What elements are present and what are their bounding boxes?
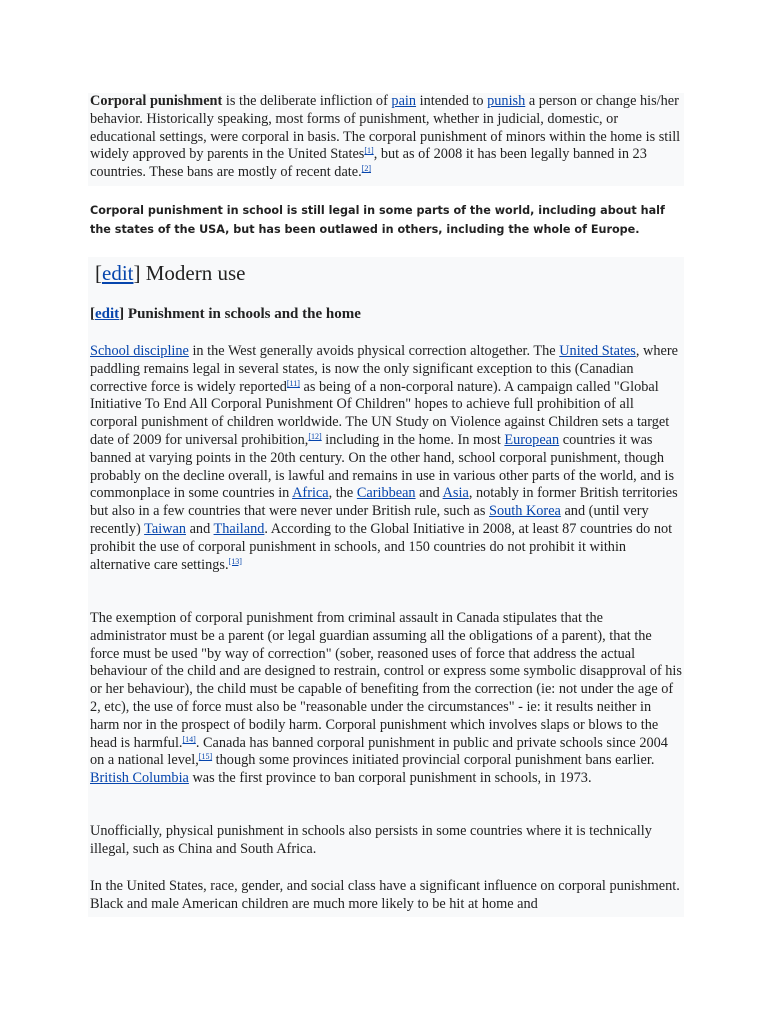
p1-text-9: and (until very recently)	[90, 503, 649, 537]
p1-text-7: and	[415, 485, 443, 502]
link-united-states[interactable]: United States	[559, 343, 636, 359]
intro-text-3: a person or change his/her behavior. Historically speaking, most forms of punishment, whether in judicial, domestic, or educational settings, were corporal in basis. The corporal punishment of minors within the home is still widely approved by parents in the United States	[90, 93, 681, 163]
intro-text-2: intended to	[416, 93, 488, 109]
p2-text-1: The exemption of corporal punishment from criminal assault in Canada stipulates that the administrator must be a parent (or legal guardian assuming all the obligations of a parent), that the force must be used "by way of correction" (sober, reasoned uses of force that address the actual behaviour of the child and are designed to restrain, control or express some symbolic disapproval of his or her behaviour), the child must be capable of benefiting from the correction (ie: not under the age of 2, etc), the use of force must also be "reasonable under the circumstances" - ie: it results neither in harm nor in the prospect of bodily harm. Corporal punishment which involves slaps or blows to the head is harmful.	[90, 610, 682, 751]
ref-2[interactable]: [2]	[361, 164, 372, 174]
paragraph-unofficially: Unofficially, physical punishment in schools also persists in some countries where it is technically illegal, such as China and South Africa.	[90, 823, 652, 857]
paragraph-canada	[90, 610, 682, 788]
p1-text-2: , where paddling remains legal in several states, is now the only significant exception to this (Canadian corrective force is widely reported	[90, 343, 678, 395]
link-thailand[interactable]: Thailand	[213, 520, 265, 537]
link-caribbean[interactable]: Caribbean	[356, 485, 416, 502]
intro-term: Corporal punishment	[90, 93, 223, 109]
ref-1[interactable]: [1]	[364, 146, 374, 156]
p1-text-1: in the West generally avoids physical correction altogether. The	[188, 343, 560, 359]
link-africa[interactable]: Africa	[292, 485, 329, 502]
link-european[interactable]: European	[504, 431, 560, 448]
link-asia[interactable]: Asia	[442, 485, 469, 502]
paragraph-united-states: In the United States, race, gender, and social class have a significant influence on corporal punishment. Black and male American children are much more likely to be hit at home and	[90, 878, 680, 912]
p1-text-10: and	[186, 520, 214, 537]
link-pain[interactable]: pain	[391, 93, 417, 109]
link-punish[interactable]: punish	[487, 93, 526, 109]
article-section	[88, 257, 684, 917]
p1-text-8: , notably in former British territories but also in a few countries that were never under British rule, such as	[90, 485, 678, 520]
subsection-heading: [edit] Punishment in schools and the home	[90, 306, 361, 322]
link-british-columbia[interactable]: British Columbia	[90, 770, 189, 787]
p1-text-6: , the	[328, 485, 357, 502]
ref-14[interactable]: [14]	[182, 734, 196, 744]
edit-link-section[interactable]: edit	[102, 261, 134, 285]
p1-text-3: as being of a non-corporal nature). A campaign called "Global Initiative To End All Corporal Punishment Of Children" hopes to achieve full prohibition of all corporal punishment of children worldwide. The UN Study on Violence against Children sets a target date of 2009 for universal prohibition,	[90, 378, 670, 448]
p1-text-11: . According to the Global Initiative in 2008, at least 87 countries do not prohibit the use of corporal punishment in schools, and 150 countries do not prohibit it within alternative care settings.	[90, 520, 673, 573]
intro-paragraph	[88, 93, 684, 186]
p1-text-4: including in the home. In most	[321, 431, 505, 448]
p2-text-2: . Canada has banned corporal punishment in public and private schools since 2004 on a national level,	[90, 734, 668, 769]
section-title: Modern use	[145, 261, 246, 285]
subsection-title: Punishment in schools and the home	[127, 306, 361, 322]
bold-note: Corporal punishment in school is still legal in some parts of the world, including about half the states of the USA, but has been outlawed in others, including the whole of Europe.	[90, 204, 665, 236]
ref-12[interactable]: [12]	[308, 431, 322, 441]
p2-text-3: though some provinces initiated provincial corporal punishment bans earlier.	[212, 752, 655, 769]
paragraph-school-discipline	[90, 343, 682, 574]
ref-11[interactable]: [11]	[286, 378, 300, 388]
intro-text-1: is the deliberate infliction of	[222, 93, 392, 109]
link-south-korea[interactable]: South Korea	[489, 503, 561, 520]
edit-link-subsection[interactable]: edit	[95, 306, 120, 322]
link-school-discipline[interactable]: School discipline	[90, 343, 189, 359]
link-taiwan[interactable]: Taiwan	[144, 520, 186, 537]
ref-13[interactable]: [13]	[228, 556, 242, 566]
intro-text-4: , but as of 2008 it has been legally banned in 23 countries. These bans are mostly of recent date.	[90, 146, 647, 181]
p2-text-4: was the first province to ban corporal punishment in schools, in 1973.	[188, 770, 592, 787]
ref-15[interactable]: [15]	[198, 752, 213, 762]
section-heading: [edit] Modern use	[95, 261, 246, 285]
p1-text-5: countries it was banned at varying points in the 20th century. On the other hand, school corporal punishment, though probably on the decline overall, is lawful and remains in use in various other parts of the world, and is commonplace in some countries in	[90, 431, 675, 502]
